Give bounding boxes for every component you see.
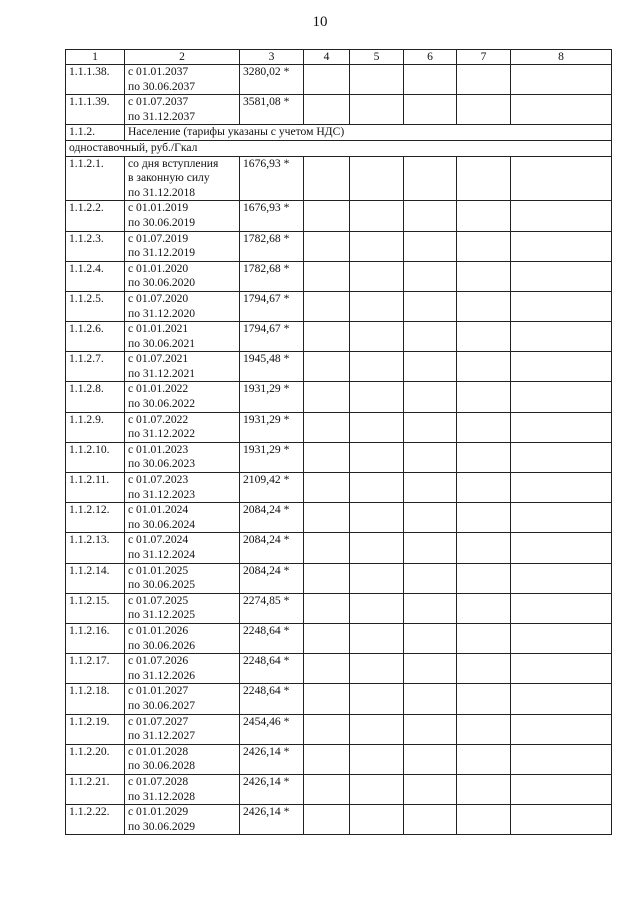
period-line: с 01.07.2037: [128, 95, 189, 109]
empty-cell: [457, 156, 511, 201]
empty-cell: [511, 156, 612, 201]
empty-cell: [404, 352, 457, 382]
empty-cell: [404, 442, 457, 472]
empty-cell: [304, 412, 350, 442]
subsection-row: [66, 140, 612, 156]
empty-cell: [350, 291, 404, 321]
period-line: по 31.12.2022: [128, 427, 196, 441]
empty-cell: [404, 744, 457, 774]
empty-cell: [511, 684, 612, 714]
row-period: [125, 382, 240, 412]
row-code: 1.1.2.19.: [66, 714, 125, 744]
col-header-3: 3: [240, 50, 304, 65]
row-code: 1.1.2.2.: [66, 201, 125, 231]
row-period: [125, 291, 240, 321]
period-line: по 31.12.2020: [128, 306, 196, 320]
table-row: [66, 231, 612, 261]
col-header-4: 4: [304, 50, 350, 65]
row-period: [125, 714, 240, 744]
row-code: 1.1.2.4.: [66, 261, 125, 291]
row-code: 1.1.2.11.: [66, 473, 125, 503]
empty-cell: [404, 473, 457, 503]
empty-cell: [404, 95, 457, 125]
period-line: по 31.12.2025: [128, 608, 196, 622]
empty-cell: [304, 201, 350, 231]
empty-cell: [457, 744, 511, 774]
row-code: 1.1.2.10.: [66, 442, 125, 472]
table-row: [66, 382, 612, 412]
empty-cell: [304, 714, 350, 744]
empty-cell: [350, 533, 404, 563]
empty-cell: [304, 65, 350, 95]
empty-cell: [457, 623, 511, 653]
empty-cell: [404, 563, 457, 593]
empty-cell: [350, 156, 404, 201]
empty-cell: [350, 442, 404, 472]
row-code: 1.1.2.14.: [66, 563, 125, 593]
row-value: 1794,67 *: [240, 291, 304, 321]
row-value: 2426,14 *: [240, 744, 304, 774]
row-period: [125, 261, 240, 291]
row-period: [125, 201, 240, 231]
empty-cell: [304, 805, 350, 835]
empty-cell: [457, 352, 511, 382]
col-header-7: 7: [457, 50, 511, 65]
empty-cell: [511, 322, 612, 352]
empty-cell: [457, 65, 511, 95]
period-line: с 01.07.2022: [128, 412, 189, 426]
empty-cell: [511, 563, 612, 593]
period-line: с 01.07.2026: [128, 654, 189, 668]
row-value: 2426,14 *: [240, 805, 304, 835]
table-row: [66, 714, 612, 744]
row-value: 2084,24 *: [240, 563, 304, 593]
section-code: 1.1.2.: [66, 125, 125, 141]
empty-cell: [511, 261, 612, 291]
empty-cell: [404, 201, 457, 231]
row-value: 2454,46 *: [240, 714, 304, 744]
row-code: 1.1.2.15.: [66, 593, 125, 623]
empty-cell: [457, 774, 511, 804]
period-line: с 01.01.2026: [128, 623, 189, 637]
empty-cell: [511, 412, 612, 442]
period-line: по 30.06.2027: [128, 698, 196, 712]
row-value: 2274,85 *: [240, 593, 304, 623]
header-row: [66, 50, 612, 65]
period-line: по 30.06.2028: [128, 759, 196, 773]
row-period: [125, 623, 240, 653]
row-value: 2426,14 *: [240, 774, 304, 804]
empty-cell: [304, 503, 350, 533]
row-period: [125, 593, 240, 623]
row-value: 1676,93 *: [240, 156, 304, 201]
period-line: с 01.07.2023: [128, 473, 189, 487]
period-line: по 31.12.2021: [128, 366, 196, 380]
empty-cell: [457, 684, 511, 714]
period-line: по 31.12.2018: [128, 185, 196, 199]
row-code: 1.1.2.7.: [66, 352, 125, 382]
period-line: с 01.01.2022: [128, 382, 189, 396]
row-value: 2248,64 *: [240, 684, 304, 714]
period-line: по 30.06.2037: [128, 79, 196, 93]
period-line: с 01.07.2020: [128, 291, 189, 305]
row-value: 1931,29 *: [240, 442, 304, 472]
row-code: 1.1.2.22.: [66, 805, 125, 835]
empty-cell: [511, 65, 612, 95]
empty-cell: [304, 95, 350, 125]
row-period: [125, 654, 240, 684]
period-line: по 30.06.2022: [128, 397, 196, 411]
empty-cell: [304, 261, 350, 291]
empty-cell: [304, 473, 350, 503]
empty-cell: [457, 382, 511, 412]
empty-cell: [404, 291, 457, 321]
period-line: по 31.12.2023: [128, 487, 196, 501]
empty-cell: [511, 442, 612, 472]
empty-cell: [511, 503, 612, 533]
empty-cell: [350, 382, 404, 412]
table-row: [66, 623, 612, 653]
empty-cell: [457, 654, 511, 684]
row-period: [125, 503, 240, 533]
empty-cell: [511, 473, 612, 503]
row-code: 1.1.2.1.: [66, 156, 125, 201]
period-line: со дня вступления: [128, 156, 219, 170]
period-line: по 30.06.2029: [128, 819, 196, 833]
row-code: 1.1.1.38.: [66, 65, 125, 95]
section-title: Население (тарифы указаны с учетом НДС): [125, 125, 612, 141]
empty-cell: [350, 623, 404, 653]
empty-cell: [304, 563, 350, 593]
period-line: по 30.06.2026: [128, 638, 196, 652]
empty-cell: [304, 382, 350, 412]
empty-cell: [304, 623, 350, 653]
table-row: [66, 774, 612, 804]
empty-cell: [304, 231, 350, 261]
empty-cell: [304, 533, 350, 563]
empty-cell: [404, 382, 457, 412]
empty-cell: [457, 714, 511, 744]
period-line: по 31.12.2027: [128, 729, 196, 743]
empty-cell: [304, 593, 350, 623]
empty-cell: [457, 503, 511, 533]
empty-cell: [350, 231, 404, 261]
row-code: 1.1.2.6.: [66, 322, 125, 352]
row-period: [125, 156, 240, 201]
period-line: по 31.12.2028: [128, 789, 196, 803]
empty-cell: [457, 322, 511, 352]
row-code: 1.1.1.39.: [66, 95, 125, 125]
empty-cell: [457, 805, 511, 835]
empty-cell: [304, 352, 350, 382]
empty-cell: [350, 65, 404, 95]
empty-cell: [457, 533, 511, 563]
tariff-table: [65, 49, 612, 835]
row-code: 1.1.2.16.: [66, 623, 125, 653]
empty-cell: [404, 322, 457, 352]
period-line: по 31.12.2037: [128, 109, 196, 123]
empty-cell: [350, 805, 404, 835]
table-row: [66, 533, 612, 563]
empty-cell: [404, 623, 457, 653]
table-row: [66, 65, 612, 95]
col-header-6: 6: [404, 50, 457, 65]
period-line: с 01.01.2027: [128, 684, 189, 698]
row-value: 2084,24 *: [240, 503, 304, 533]
section-row: [66, 125, 612, 141]
row-period: [125, 95, 240, 125]
empty-cell: [511, 744, 612, 774]
row-period: [125, 442, 240, 472]
empty-cell: [350, 774, 404, 804]
empty-cell: [404, 684, 457, 714]
empty-cell: [350, 352, 404, 382]
row-code: 1.1.2.18.: [66, 684, 125, 714]
row-value: 1782,68 *: [240, 261, 304, 291]
table-row: [66, 156, 612, 201]
table-row: [66, 503, 612, 533]
empty-cell: [511, 352, 612, 382]
period-line: с 01.01.2029: [128, 805, 189, 819]
row-value: 1782,68 *: [240, 231, 304, 261]
period-line: с 01.07.2025: [128, 593, 189, 607]
empty-cell: [404, 805, 457, 835]
empty-cell: [350, 201, 404, 231]
period-line: по 31.12.2019: [128, 246, 196, 260]
empty-cell: [457, 563, 511, 593]
empty-cell: [304, 291, 350, 321]
empty-cell: [304, 442, 350, 472]
period-line: с 01.07.2024: [128, 533, 189, 547]
row-value: 1931,29 *: [240, 412, 304, 442]
period-line: с 01.01.2028: [128, 744, 189, 758]
period-line: по 31.12.2024: [128, 548, 196, 561]
empty-cell: [511, 774, 612, 804]
period-line: с 01.01.2019: [128, 201, 189, 215]
empty-cell: [457, 473, 511, 503]
period-line: с 01.07.2027: [128, 714, 189, 728]
period-line: по 30.06.2023: [128, 457, 196, 471]
row-period: [125, 231, 240, 261]
empty-cell: [511, 95, 612, 125]
empty-cell: [350, 593, 404, 623]
page-number: 10: [312, 14, 328, 30]
row-value: 2248,64 *: [240, 654, 304, 684]
row-period: [125, 533, 240, 563]
empty-cell: [511, 593, 612, 623]
empty-cell: [457, 442, 511, 472]
table-row: [66, 352, 612, 382]
period-line: по 30.06.2021: [128, 336, 196, 350]
row-period: [125, 412, 240, 442]
empty-cell: [350, 412, 404, 442]
table-row: [66, 563, 612, 593]
period-line: с 01.01.2037: [128, 65, 189, 78]
empty-cell: [511, 382, 612, 412]
row-code: 1.1.2.20.: [66, 744, 125, 774]
empty-cell: [350, 503, 404, 533]
empty-cell: [404, 593, 457, 623]
empty-cell: [350, 322, 404, 352]
row-code: 1.1.2.9.: [66, 412, 125, 442]
row-period: [125, 774, 240, 804]
row-code: 1.1.2.5.: [66, 291, 125, 321]
period-line: с 01.01.2024: [128, 503, 189, 517]
table-body: [66, 65, 612, 835]
empty-cell: [350, 563, 404, 593]
period-line: по 30.06.2019: [128, 215, 196, 229]
period-line: с 01.01.2020: [128, 261, 189, 275]
row-code: 1.1.2.12.: [66, 503, 125, 533]
row-value: 2109,42 *: [240, 473, 304, 503]
empty-cell: [304, 774, 350, 804]
period-line: в законную силу: [128, 171, 210, 185]
empty-cell: [304, 156, 350, 201]
row-value: 1676,93 *: [240, 201, 304, 231]
row-code: 1.1.2.3.: [66, 231, 125, 261]
empty-cell: [457, 231, 511, 261]
empty-cell: [404, 231, 457, 261]
empty-cell: [350, 684, 404, 714]
row-value: 2084,24 *: [240, 533, 304, 563]
table-row: [66, 654, 612, 684]
empty-cell: [404, 503, 457, 533]
empty-cell: [457, 412, 511, 442]
period-line: по 31.12.2026: [128, 668, 196, 682]
empty-cell: [350, 744, 404, 774]
period-line: по 30.06.2020: [128, 276, 196, 290]
period-line: с 01.07.2021: [128, 352, 189, 366]
row-period: [125, 805, 240, 835]
empty-cell: [457, 593, 511, 623]
empty-cell: [304, 684, 350, 714]
empty-cell: [457, 201, 511, 231]
empty-cell: [404, 774, 457, 804]
empty-cell: [404, 533, 457, 563]
col-header-8: 8: [511, 50, 612, 65]
empty-cell: [511, 231, 612, 261]
empty-cell: [511, 291, 612, 321]
table-row: [66, 684, 612, 714]
empty-cell: [350, 654, 404, 684]
empty-cell: [304, 654, 350, 684]
period-line: по 30.06.2024: [128, 517, 196, 531]
row-code: 1.1.2.13.: [66, 533, 125, 563]
col-header-5: 5: [350, 50, 404, 65]
subsection-title: одноставочный, руб./Гкал: [66, 140, 612, 156]
table-row: [66, 291, 612, 321]
row-value: 1794,67 *: [240, 322, 304, 352]
empty-cell: [511, 533, 612, 563]
empty-cell: [511, 201, 612, 231]
period-line: с 01.01.2023: [128, 442, 189, 456]
row-value: 2248,64 *: [240, 623, 304, 653]
empty-cell: [304, 744, 350, 774]
empty-cell: [404, 65, 457, 95]
row-code: 1.1.2.8.: [66, 382, 125, 412]
period-line: по 30.06.2025: [128, 578, 196, 592]
row-code: 1.1.2.21.: [66, 774, 125, 804]
table-row: [66, 442, 612, 472]
table-row: [66, 261, 612, 291]
row-period: [125, 563, 240, 593]
row-period: [125, 65, 240, 95]
table-row: [66, 593, 612, 623]
empty-cell: [457, 95, 511, 125]
row-period: [125, 352, 240, 382]
empty-cell: [511, 654, 612, 684]
period-line: с 01.01.2021: [128, 322, 189, 336]
empty-cell: [350, 473, 404, 503]
empty-cell: [457, 291, 511, 321]
empty-cell: [404, 156, 457, 201]
row-value: 1945,48 *: [240, 352, 304, 382]
table-row: [66, 412, 612, 442]
period-line: с 01.07.2028: [128, 774, 189, 788]
table-row: [66, 473, 612, 503]
table-row: [66, 805, 612, 835]
empty-cell: [457, 261, 511, 291]
table-row: [66, 201, 612, 231]
empty-cell: [404, 654, 457, 684]
empty-cell: [511, 805, 612, 835]
empty-cell: [350, 714, 404, 744]
empty-cell: [404, 714, 457, 744]
row-value: 3581,08 *: [240, 95, 304, 125]
col-header-2: 2: [125, 50, 240, 65]
period-line: с 01.01.2025: [128, 563, 189, 577]
col-header-1: 1: [66, 50, 125, 65]
row-period: [125, 322, 240, 352]
period-line: с 01.07.2019: [128, 231, 189, 245]
empty-cell: [350, 95, 404, 125]
empty-cell: [404, 412, 457, 442]
empty-cell: [350, 261, 404, 291]
table-row: [66, 95, 612, 125]
empty-cell: [404, 261, 457, 291]
row-value: 3280,02 *: [240, 65, 304, 95]
table-row: [66, 322, 612, 352]
row-period: [125, 684, 240, 714]
empty-cell: [511, 714, 612, 744]
table-row: [66, 744, 612, 774]
empty-cell: [304, 322, 350, 352]
row-code: 1.1.2.17.: [66, 654, 125, 684]
empty-cell: [511, 623, 612, 653]
row-value: 1931,29 *: [240, 382, 304, 412]
row-period: [125, 744, 240, 774]
row-period: [125, 473, 240, 503]
